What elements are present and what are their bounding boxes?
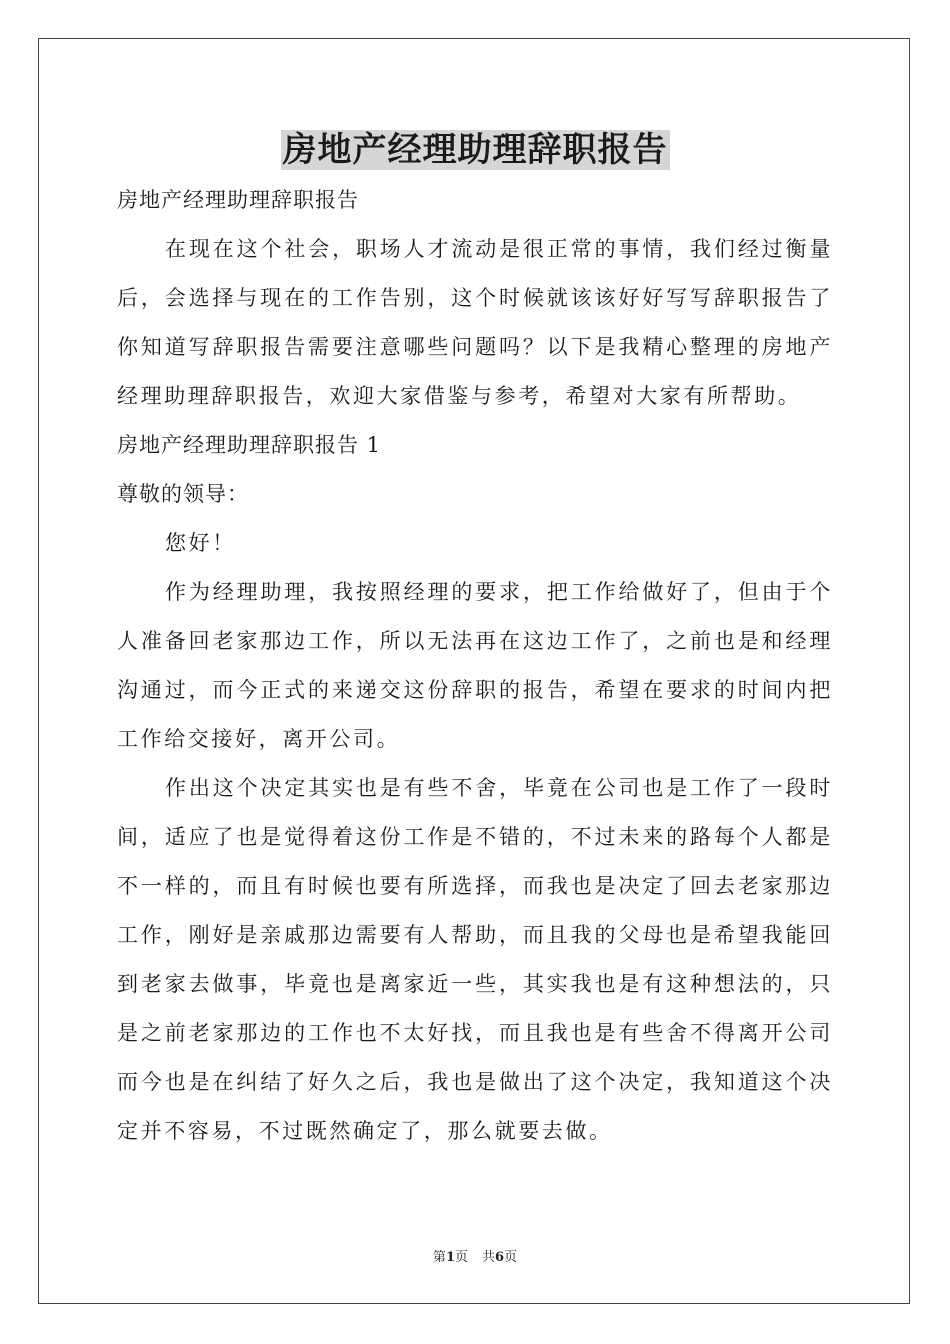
page-label-suffix: 页 <box>454 1250 468 1265</box>
greeting: 您好！ <box>165 531 236 555</box>
document-body <box>117 176 833 1156</box>
total-label-suffix: 页 <box>504 1250 518 1265</box>
intro-paragraph: 在现在这个社会，职场人才流动是很正常的事情，我们经过衡量后，会选择与现在的工作告别，这个时候就该该好好写写辞职报告了你知道写辞职报告需要注意哪些问题吗？以下是我精心整理的房地产经理助理辞职报告，欢迎大家借鉴与参考，希望对大家有所帮助。 <box>117 237 833 408</box>
section-heading: 房地产经理助理辞职报告 1 <box>117 433 382 457</box>
salutation: 尊敬的领导： <box>117 482 249 506</box>
document-title <box>0 128 950 172</box>
total-label-prefix: 共 <box>482 1250 496 1265</box>
subtitle-paragraph: 房地产经理助理辞职报告 <box>117 188 359 212</box>
body-paragraph: 作为经理助理，我按照经理的要求，把工作给做好了，但由于个人准备回老家那边工作，所以无法再在这边工作了，之前也是和经理沟通过，而今正式的来递交这份辞职的报告，希望在要求的时间内把工作给交接好，离开公司。 <box>117 580 833 751</box>
page-number: 1 <box>445 1250 455 1265</box>
page-label-prefix: 第 <box>432 1250 446 1265</box>
document-title-text: 房地产经理助理辞职报告 <box>282 130 668 170</box>
body-paragraph: 作出这个决定其实也是有些不舍，毕竟在公司也是工作了一段时间，适应了也是觉得着这份工作是不错的，不过未来的路每个人都是不一样的，而且有时候也要有所选择，而我也是决定了回去老家那边工作，刚好是亲戚那边需要有人帮助，而且我的父母也是希望我能回到老家去做事，毕竟也是离家近一些，其实我也是有这种想法的，只是之前老家那边的工作也不太好找，而且我也是有些舍不得离开公司而今也是在纠结了好久之后，我也是做出了这个决定，我知道这个决定并不容易，不过既然确定了，那么就要去做。 <box>117 776 833 1143</box>
total-pages: 6 <box>495 1250 505 1265</box>
page-footer <box>0 1246 950 1265</box>
